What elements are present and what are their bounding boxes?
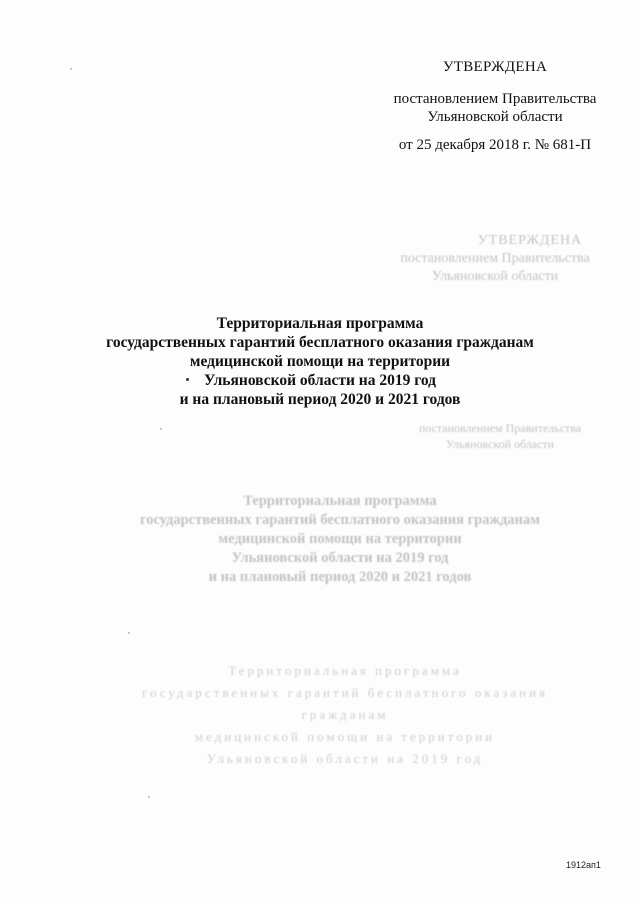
approval-block — [380, 58, 610, 154]
bleed-through-title-4: Ульяновской области на 2019 год — [231, 550, 449, 566]
scan-speck — [70, 68, 72, 70]
bleed-through-title-2: государственных гарантий бесплатного оказания гражданам — [139, 512, 541, 528]
bleed-through-title — [90, 492, 590, 587]
bleed-through-title-5: и на плановый период 2020 и 2021 годов — [208, 569, 472, 585]
bleed-through-lower-2: государственных гарантий бесплатного оказания гражданам — [141, 685, 549, 722]
title-line-4: Ульяновской области на 2019 год — [203, 372, 436, 389]
approval-issuer-line-1: постановлением Правительства — [393, 91, 597, 107]
bleed-through-issuer-2: Ульяновской области — [431, 269, 559, 284]
bleed-through-title-3: медицинской помощи на территории — [218, 531, 462, 547]
bleed-through-lower-4: Ульяновской области на 2019 год — [206, 751, 484, 766]
scan-speck — [128, 632, 130, 634]
bleed-through-small-1: постановлением Правительства — [418, 421, 582, 435]
scan-speck — [148, 796, 150, 798]
bleed-through-title-1: Территориальная программа — [243, 493, 437, 509]
approval-date: от 25 декабря 2018 г. № 681-П — [398, 137, 592, 153]
bleed-through-issuer-1: постановлением Правительства — [400, 251, 590, 266]
title-line-3: медицинской помощи на территории — [189, 353, 451, 370]
title-line-1: Территориальная программа — [216, 315, 424, 332]
bleed-through-issuer-small — [400, 420, 600, 452]
bleed-through-heading: УТВЕРЖДЕНА — [477, 233, 583, 248]
bleed-through-lower-3: медицинской помощи на территории — [194, 729, 496, 744]
scan-speck — [160, 428, 162, 430]
document-title — [70, 314, 570, 409]
bleed-through-lower — [110, 660, 580, 770]
bleed-through-approval — [380, 232, 610, 286]
approval-heading: УТВЕРЖДЕНА — [442, 59, 548, 75]
title-line-5: и на плановый период 2020 и 2021 годов — [179, 391, 461, 408]
approval-issuer-line-2: Ульяновской области — [427, 109, 563, 125]
title-line-2: государственных гарантий бесплатного оказания гражданам — [106, 334, 534, 351]
bleed-through-lower-1: Территориальная программа — [228, 663, 462, 678]
scan-dot — [186, 378, 189, 381]
document-code: 1912ап1 — [566, 860, 601, 870]
bleed-through-small-2: Ульяновской области — [445, 437, 555, 451]
